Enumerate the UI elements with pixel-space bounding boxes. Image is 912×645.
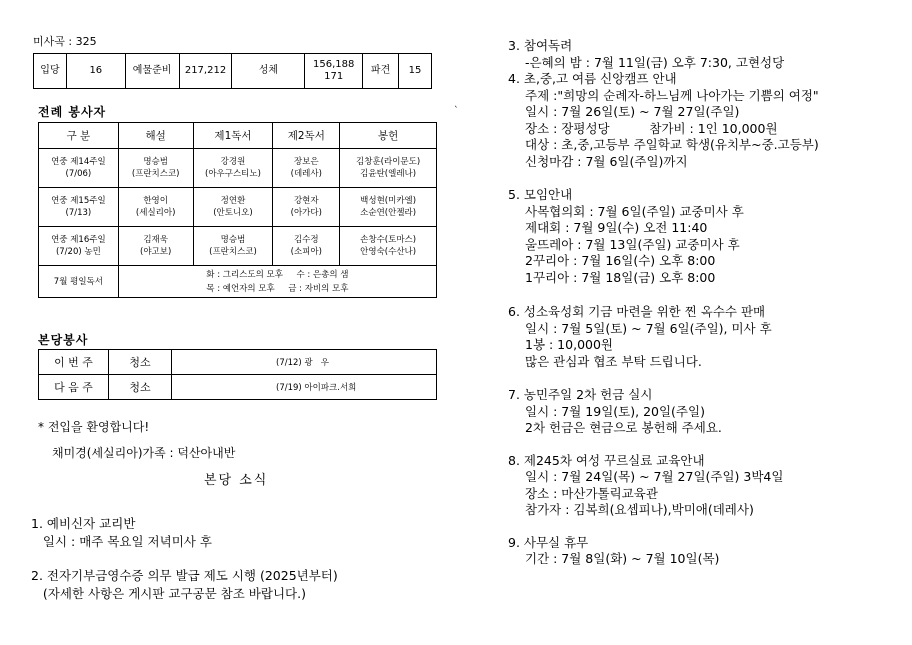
header-reading1: 제1독서 — [193, 123, 273, 149]
header-category: 구 분 — [39, 123, 119, 149]
communion-label: 성체 — [232, 54, 305, 89]
reading1-cell: 강경원 (아우구스티노) — [193, 149, 273, 188]
table-row — [39, 188, 437, 227]
task: 청소 — [109, 350, 172, 375]
welcome-heading: * 전입을 환영합니다! — [38, 420, 150, 434]
week-cell: 연중 제14주일 (7/06) — [39, 149, 119, 188]
header-offertory: 봉헌 — [340, 123, 437, 149]
header-commentary: 해설 — [118, 123, 193, 149]
stray-mark: ` — [454, 106, 459, 116]
reading1-cell: 정연환 (안토니오) — [193, 188, 273, 227]
liturgy-servers-title: 전례 봉사자 — [38, 105, 107, 119]
table-row — [39, 350, 437, 375]
notice-donation-receipt: 2. 전자기부금영수증 의무 발급 제도 시행 (2025년부터) (자세한 사항은 게시판 교구공문 참조 바랍니다.) — [31, 568, 338, 601]
entry-label: 입당 — [34, 54, 67, 89]
notice-participation: 3. 참여독려 -은혜의 밤 : 7월 11일(금) 오후 7:30, 고현성당 — [508, 38, 785, 70]
reading2-cell: 김수정 (소피아) — [273, 227, 340, 266]
week-cell: 연중 제15주일 (7/13) — [39, 188, 119, 227]
commentary-cell: 명승범 (프란치스코) — [118, 149, 193, 188]
commentary-cell: 한영이 (세실리아) — [118, 188, 193, 227]
detail: (7/12) 광 우 — [172, 350, 437, 375]
week-label: 이 번 주 — [39, 350, 109, 375]
offertory-cell: 손창수(토마스) 안영숙(수산나) — [340, 227, 437, 266]
weekday-reading-schedule: 화 : 그리스도의 모후 수 : 은총의 샘 목 : 예언자의 모후 금 : 자비의 모후 — [118, 266, 436, 298]
notice-catechumen: 1. 예비신자 교리반 일시 : 매주 목요일 저녁미사 후 — [31, 516, 212, 549]
reading2-cell: 강현자 (아가다) — [273, 188, 340, 227]
week-cell: 연중 제16주일 (7/20) 농민 — [39, 227, 119, 266]
table-row — [39, 227, 437, 266]
task: 청소 — [109, 375, 172, 400]
parish-service-table — [38, 349, 437, 400]
notice-office-closed: 9. 사무실 휴무 기간 : 7월 8일(화) ~ 7월 10일(목) — [508, 534, 720, 566]
reading2-cell: 장보은 (데레사) — [273, 149, 340, 188]
table-row — [39, 375, 437, 400]
offering-value: 217,212 — [179, 54, 232, 89]
detail: (7/19) 아이파크.서희 — [172, 375, 437, 400]
welcome-family: 채미경(세실리아)가족 : 덕산아내반 — [52, 446, 236, 460]
notice-cursillo: 8. 제245차 여성 꾸르실료 교육안내 일시 : 7월 24일(목) ~ 7월 27일(주일) 3박4일 장소 : 마산가톨릭교육관 참가자 : 김복희(요셉피나),박미애(데레사) — [508, 452, 784, 517]
dismissal-label: 파견 — [363, 54, 399, 89]
commentary-cell: 김재욱 (야고보) — [118, 227, 193, 266]
notice-second-collection: 7. 농민주일 2차 헌금 실시 일시 : 7월 19일(토), 20일(주일) 2차 헌금은 현금으로 봉헌해 주세요. — [508, 387, 722, 435]
weekday-reading-label: 7월 평일독서 — [39, 266, 119, 298]
liturgy-servers-table — [38, 122, 437, 298]
notice-corn-sale: 6. 성소육성회 기금 마련을 위한 찐 옥수수 판매 일시 : 7월 5일(토) ~ 7월 6일(주일), 미사 후 1봉 : 10,000원 많은 관심과 협조 부탁 드립니다. — [508, 304, 772, 369]
entry-value: 16 — [66, 54, 125, 89]
parish-news-title: 본당 소식 — [204, 473, 269, 488]
notices-right-column — [508, 38, 903, 579]
parish-service-title: 본당봉사 — [38, 333, 89, 347]
header-reading2: 제2독서 — [273, 123, 340, 149]
notice-meetings: 5. 모임안내 사목협의회 : 7월 6일(주일) 교중미사 후 제대회 : 7월 9일(수) 오전 11:40 울뜨레아 : 7월 13일(주일) 교중미사 후 2꾸리아 : 7월 16일(수) 오후 8:00 1꾸리아 : 7월 18일(금) 오후 8:00 — [508, 187, 744, 285]
offertory-cell: 백성현(미카엘) 소순연(안젤라) — [340, 188, 437, 227]
offering-label: 예물준비 — [125, 54, 179, 89]
mass-song-count: 미사곡 : 325 — [33, 35, 97, 48]
mass-stats-table — [33, 53, 432, 89]
weekday-reading-row — [39, 266, 437, 298]
communion-value: 156,188 171 — [305, 54, 363, 89]
week-label: 다 음 주 — [39, 375, 109, 400]
offertory-cell: 김창훈(라이문도) 김윤탄(엘레나) — [340, 149, 437, 188]
dismissal-value: 15 — [399, 54, 432, 89]
table-row — [39, 149, 437, 188]
notice-summer-camp: 4. 초,중,고 여름 신앙캠프 안내 주제 :"희망의 순례자-하느님께 나아가는 기쁨의 여정" 일시 : 7월 26일(토) ~ 7월 27일(주일) 장소 : 장평성당 참가비 : 1인 10,000원 대상 : 초,중,고등부 주일학교 학생(유치부~중.고등부) 신청마감 : 7월 6일(주일)까지 — [508, 71, 819, 169]
reading1-cell: 명승범 (프란치스코) — [193, 227, 273, 266]
